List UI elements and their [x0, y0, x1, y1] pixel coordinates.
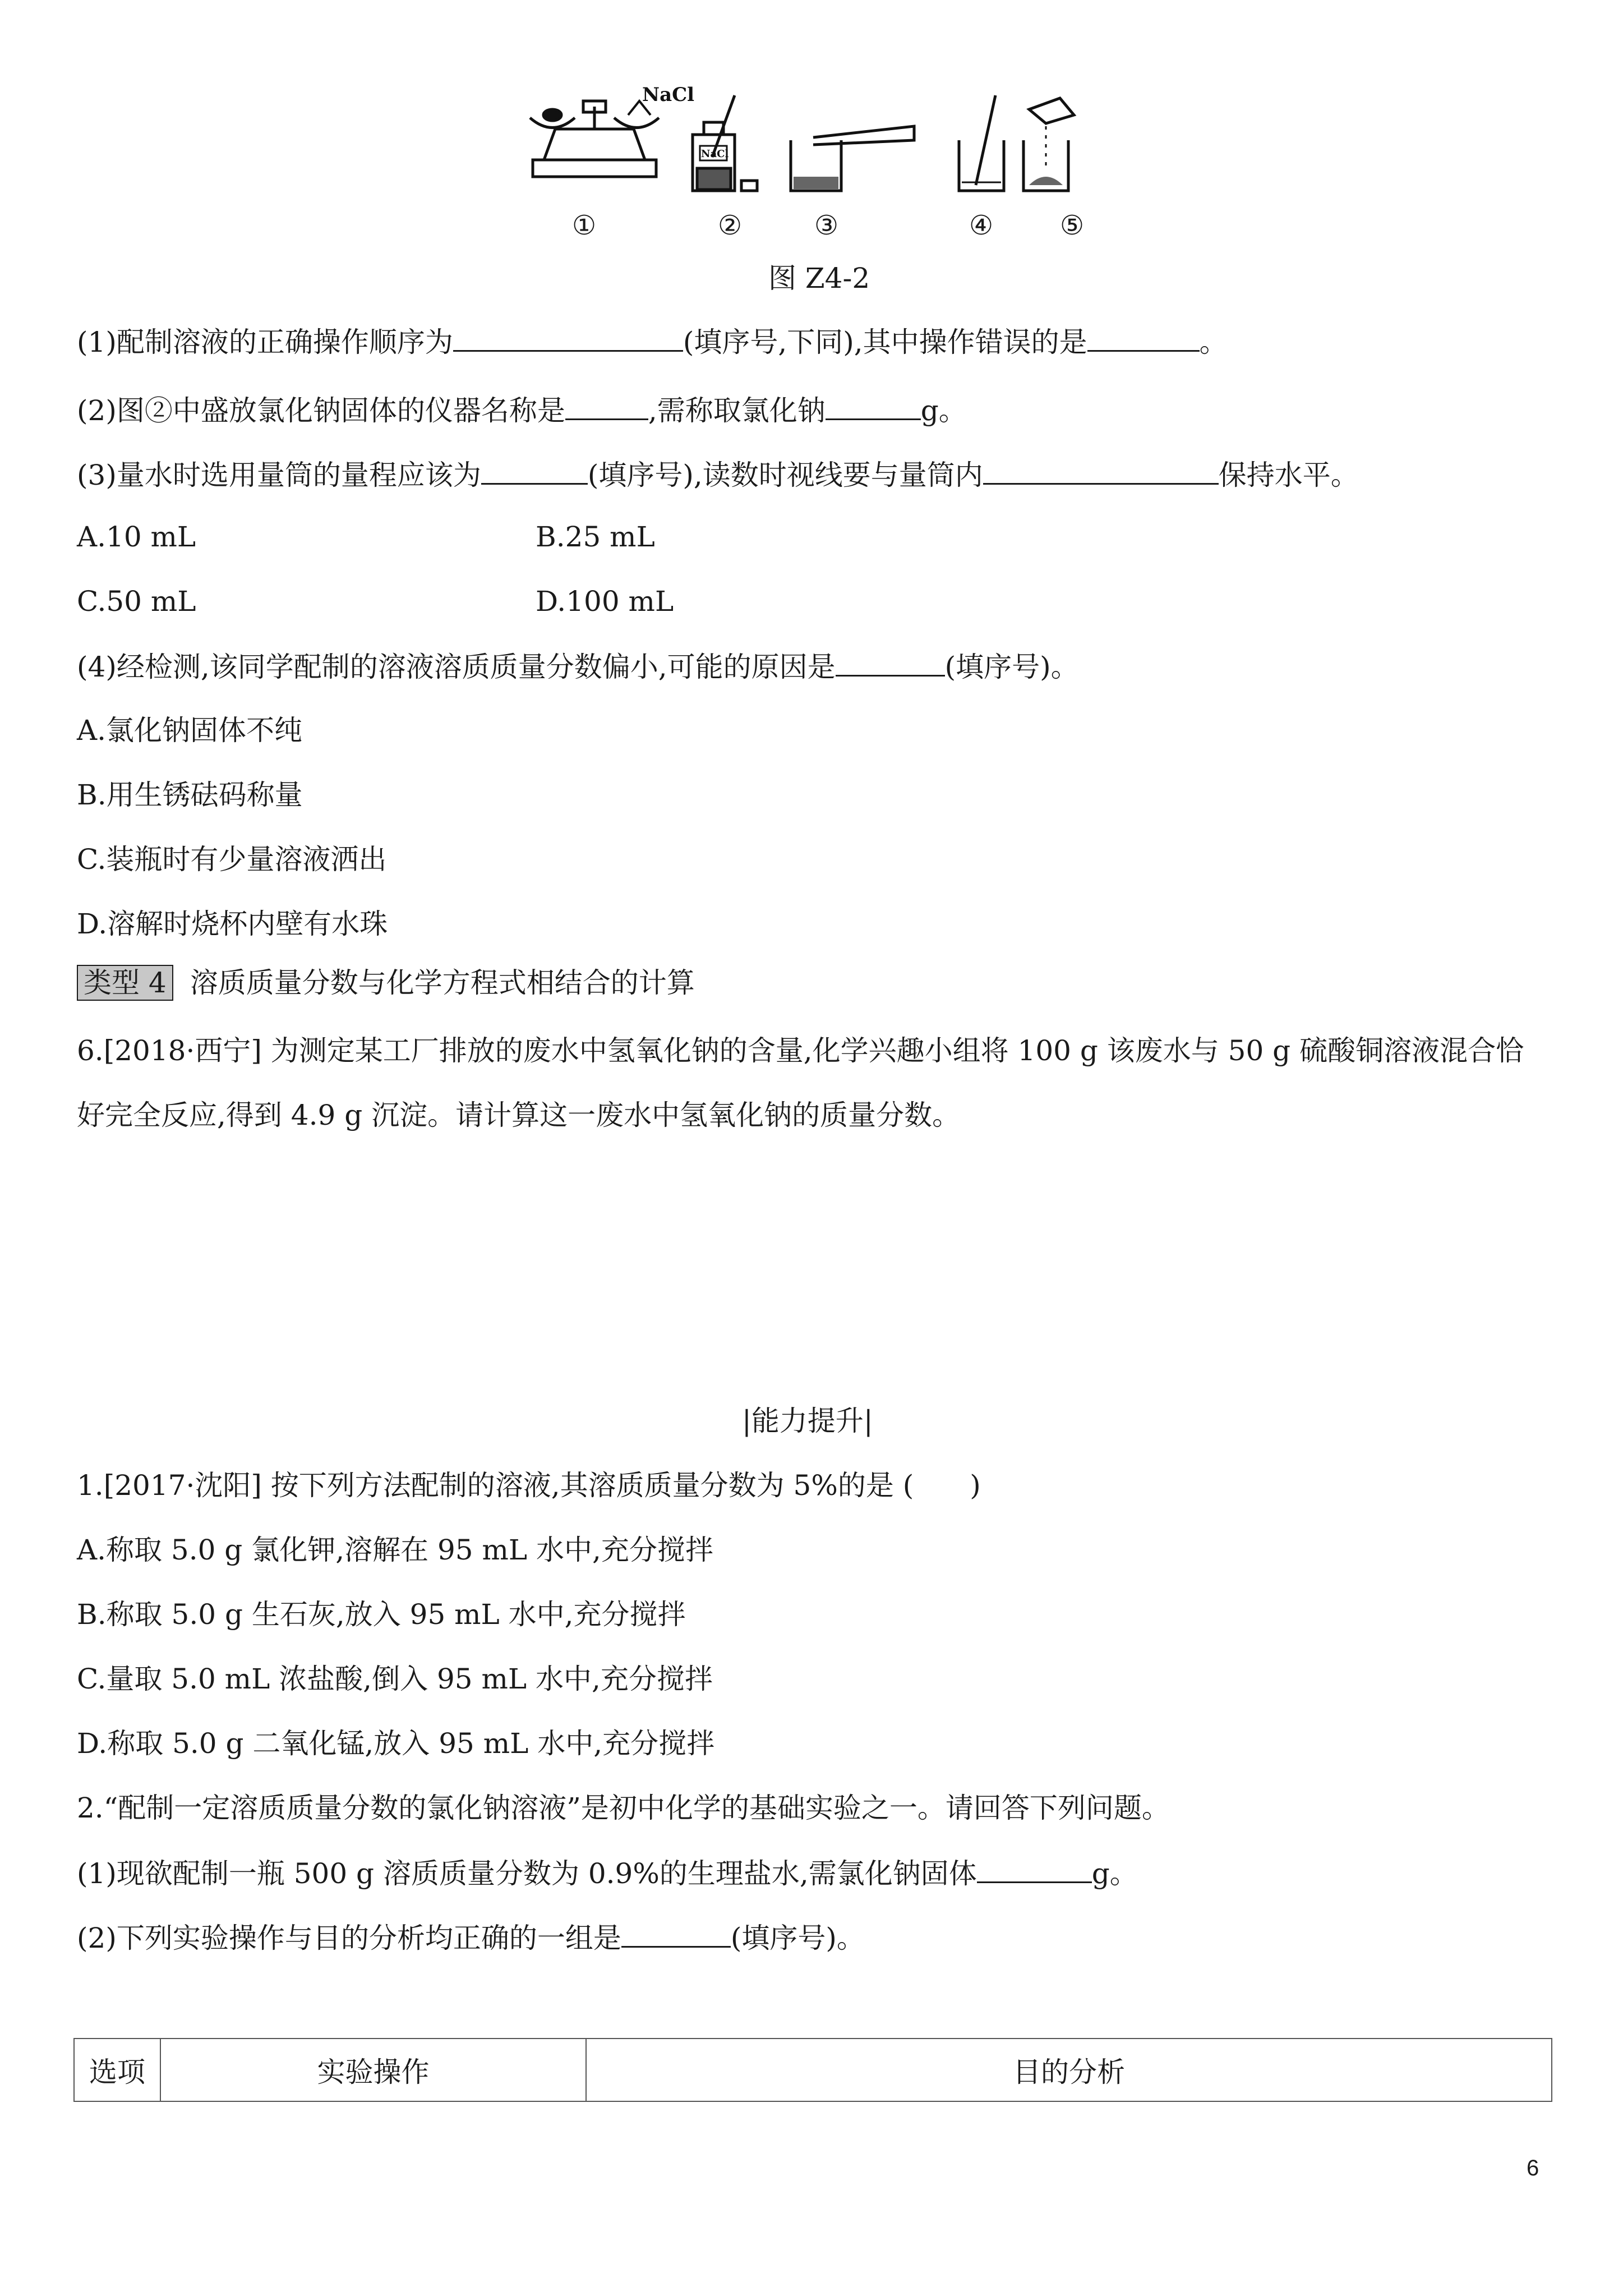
question-6-line-2: 好完全反应,得到 4.9 g 沉淀。请计算这一废水中氢氧化钠的质量分数。 — [77, 1099, 961, 1131]
type-4-title: 溶质质量分数与化学方程式相结合的计算 — [190, 967, 695, 999]
option-a: A.10 mL — [77, 521, 196, 553]
answer-blank[interactable] — [836, 649, 945, 677]
question-2-text: (2)图②中盛放氯化钠固体的仪器名称是 — [77, 394, 565, 427]
question-6-line-1: 6.[2018·西宁] 为测定某工厂排放的废水中氢氧化钠的含量,化学兴趣小组将 100 g 该废水与 50 g 硫酸铜溶液混合恰 — [77, 1034, 1524, 1067]
option-b: B.用生锈砝码称量 — [77, 779, 303, 811]
question-1-text: (1)配制溶液的正确操作顺序为 — [77, 326, 453, 358]
bottle-label: NaCl — [701, 148, 729, 160]
type-4-heading — [77, 965, 695, 1001]
practice-2-part-1: (1)现欲配制一瓶 500 g 溶质质量分数为 0.9%的生理盐水,需氯化钠固体 g。 — [77, 1856, 1138, 1890]
option-d: D.100 mL — [536, 585, 674, 618]
option-b: B.25 mL — [536, 521, 655, 553]
option-c: C.50 mL — [77, 585, 196, 618]
reagent-bottle-icon — [693, 95, 757, 191]
figure-number-1: ① — [572, 210, 597, 241]
answer-blank[interactable] — [983, 457, 1219, 485]
option-d: D.称取 5.0 g 二氧化锰,放入 95 mL 水中,充分搅拌 — [77, 1727, 715, 1760]
answer-blank[interactable] — [621, 1920, 731, 1948]
practice-2: 2.“配制一定溶质质量分数的氯化钠溶液”是初中化学的基础实验之一。请回答下列问题。 — [77, 1792, 1170, 1824]
question-4: (4)经检测,该同学配制的溶液溶质质量分数偏小,可能的原因是 (填序号)。 — [77, 649, 1079, 684]
figure-caption: 图 Z4-2 — [768, 262, 870, 295]
option-a: A.氯化钠固体不纯 — [77, 714, 303, 747]
option-a: A.称取 5.0 g 氯化钾,溶解在 95 mL 水中,充分搅拌 — [77, 1534, 713, 1566]
answer-blank[interactable] — [826, 393, 921, 420]
type-4-tag: 类型 4 — [77, 965, 173, 1001]
table-header-row — [74, 2039, 1552, 2101]
section-title: |能力提升| — [742, 1405, 873, 1437]
figure-number-5: ⑤ — [1060, 210, 1085, 241]
option-c: C.装瓶时有少量溶液洒出 — [77, 843, 387, 876]
page-number: 6 — [1527, 2156, 1539, 2180]
question-4-text: (4)经检测,该同学配制的溶液溶质质量分数偏小,可能的原因是 — [77, 651, 836, 683]
question-3-text: (3)量水时选用量筒的量程应该为 — [77, 459, 481, 491]
figure-number-3: ③ — [814, 210, 839, 241]
question-1-mid: (填序号,下同),其中操作错误的是 — [683, 326, 1087, 358]
answer-blank[interactable] — [481, 457, 588, 485]
question-2: (2)图②中盛放氯化钠固体的仪器名称是 ,需称取氯化钠 g。 — [77, 393, 967, 427]
practice-2-part-2: (2)下列实验操作与目的分析均正确的一组是 (填序号)。 — [77, 1920, 865, 1955]
question-1: (1)配制溶液的正确操作顺序为 (填序号,下同),其中操作错误的是 。 — [77, 324, 1228, 359]
figure-number-4: ④ — [969, 210, 994, 241]
option-b: B.称取 5.0 g 生石灰,放入 95 mL 水中,充分搅拌 — [77, 1598, 686, 1631]
question-3: (3)量水时选用量筒的量程应该为 (填序号),读数时视线要与量筒内 保持水平。 — [77, 457, 1359, 492]
beaker-paper-icon — [1023, 98, 1074, 191]
answer-blank[interactable] — [977, 1856, 1092, 1883]
beaker-stirring-icon — [959, 95, 1004, 191]
figure-number-2: ② — [718, 210, 743, 241]
options-table — [73, 2038, 1552, 2102]
nacl-label: NaCl — [642, 84, 695, 106]
table-header-operation: 实验操作 — [160, 2039, 586, 2101]
table-header-option: 选项 — [74, 2039, 160, 2101]
answer-blank[interactable] — [1087, 324, 1200, 352]
practice-1: 1.[2017·沈阳] 按下列方法配制的溶液,其溶质质量分数为 5%的是 ( ) — [77, 1469, 981, 1502]
option-d: D.溶解时烧杯内壁有水珠 — [77, 908, 388, 940]
answer-blank[interactable] — [565, 393, 648, 420]
beaker-pouring-icon — [791, 126, 914, 191]
table-header-analysis: 目的分析 — [586, 2039, 1552, 2101]
balance-icon — [530, 101, 659, 177]
answer-blank[interactable] — [453, 324, 683, 352]
option-c: C.量取 5.0 mL 浓盐酸,倒入 95 mL 水中,充分搅拌 — [77, 1663, 713, 1695]
